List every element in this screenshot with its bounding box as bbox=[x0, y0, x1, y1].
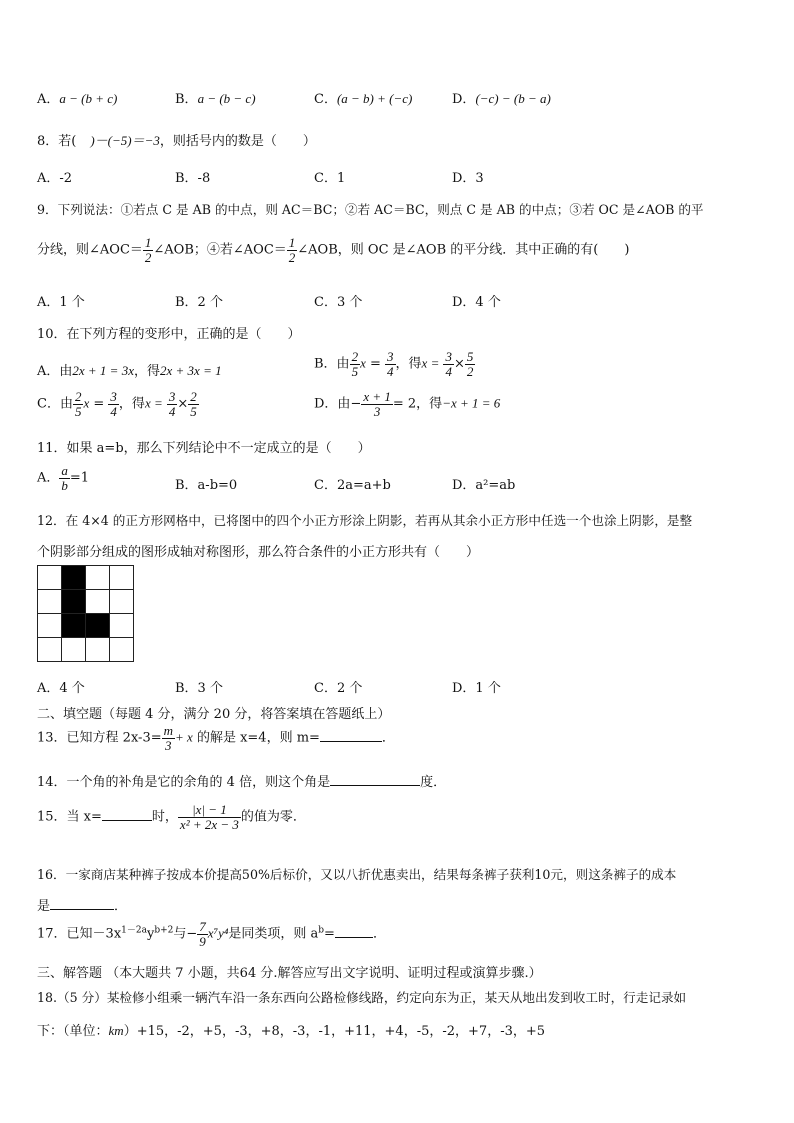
q9-option-d: D．4 个 bbox=[452, 295, 501, 310]
q7-option-a-expr: a − (b + c) bbox=[59, 91, 118, 106]
q10-d-frac-num: x + 1 bbox=[363, 389, 391, 404]
q10-c-label: C．由 bbox=[37, 396, 73, 412]
q10-c-eq: = bbox=[93, 396, 105, 412]
q14-answer-blank[interactable] bbox=[330, 784, 420, 786]
q9-half-2 bbox=[287, 236, 298, 264]
q10-c-frac2-den: 4 bbox=[110, 403, 117, 419]
q12-option-b: B．3 个 bbox=[175, 681, 223, 696]
q10-c-frac1 bbox=[73, 390, 84, 418]
q8-stem-expr: )－(−5)＝−3 bbox=[90, 133, 160, 148]
q8-option-b: B．-8 bbox=[175, 171, 211, 186]
q13-prefix: 13．已知方程 2x-3= bbox=[37, 730, 162, 746]
q10-d-minus: − bbox=[350, 396, 362, 412]
section-3-heading: 三、解答题 （本大题共 7 小题，共64 分.解答应写出文字说明、证明过程或演算步骤.） bbox=[37, 966, 542, 981]
q13-suffix: 的解是 x=4，则 m= bbox=[196, 730, 320, 746]
q13-end: ． bbox=[381, 730, 395, 746]
q11-a-frac-den: b bbox=[61, 477, 68, 493]
q10-c-frac2-num: 3 bbox=[110, 389, 117, 404]
q10-option-b bbox=[314, 350, 475, 378]
q11-a-frac-num: a bbox=[61, 463, 68, 478]
q9-option-c: C．3 个 bbox=[314, 295, 363, 310]
q7-option-a-label: A． bbox=[37, 92, 60, 107]
q17-term: x⁷y⁴ bbox=[207, 925, 229, 941]
q7-option-b-label: B． bbox=[175, 92, 198, 107]
q17-prefix: 17．已知－3x bbox=[37, 926, 122, 942]
q10-d-frac-den: 3 bbox=[361, 404, 393, 419]
q10-b-frac4-den: 2 bbox=[466, 363, 474, 379]
q17-suffix: 是同类项，则 a bbox=[228, 926, 319, 942]
q16-line2-text: 是 bbox=[37, 899, 51, 914]
q10-b-frac4-num: 5 bbox=[466, 349, 474, 364]
q10-d-mid: = 2，得 bbox=[392, 396, 443, 412]
q12-grid-cell-shaded bbox=[62, 566, 86, 590]
q18-line2-a: 下：（单位： bbox=[37, 1024, 109, 1039]
q13-frac-num: m bbox=[163, 723, 173, 738]
q12-option-a: A．4 个 bbox=[37, 681, 85, 696]
q10-b-frac2-den: 4 bbox=[387, 363, 394, 379]
q9-stem-line2 bbox=[37, 236, 629, 264]
q15-frac-num: |x| − 1 bbox=[192, 802, 227, 817]
q11-option-d: D．a²=ab bbox=[452, 478, 516, 493]
q10-d-expr2: −x + 1 = 6 bbox=[442, 395, 501, 411]
q7-option-d-expr: (−c) − (b − a) bbox=[475, 91, 551, 106]
q10-b-times: × bbox=[453, 356, 465, 372]
q17-answer-blank[interactable] bbox=[335, 936, 373, 938]
q10-stem: 10．在下列方程的变形中，正确的是（ ） bbox=[37, 327, 301, 342]
q12-grid-row bbox=[38, 614, 134, 638]
q10-b-frac2 bbox=[385, 350, 396, 378]
q10-c-frac4-num: 2 bbox=[190, 389, 197, 404]
q14 bbox=[37, 771, 446, 790]
q9-line2-a: 分线，则∠AOC＝ bbox=[37, 242, 143, 258]
q12-stem-line1: 12．在 4×4 的正方形网格中，已将图中的四个小正方形涂上阴影，若再从其余小正方形中任选一个也涂上阴影，是整 bbox=[37, 513, 693, 528]
q7-option-b-expr: a − (b − c) bbox=[197, 91, 256, 106]
q12-grid-cell bbox=[110, 638, 134, 662]
q9-half-1-den: 2 bbox=[144, 249, 152, 265]
q17-sup1: 1－2a bbox=[121, 925, 147, 936]
q12-grid-cell bbox=[38, 638, 62, 662]
q10-a-label: A．由 bbox=[37, 364, 73, 379]
q10-b-frac2-num: 3 bbox=[387, 349, 394, 364]
q10-a-expr2: 2x + 3x = 1 bbox=[160, 363, 222, 378]
q16-answer-blank[interactable] bbox=[50, 908, 114, 910]
q15-answer-blank[interactable] bbox=[102, 819, 152, 821]
q15-frac-den: x² + 2x − 3 bbox=[179, 816, 239, 832]
q12-option-d: D．1 个 bbox=[452, 681, 501, 696]
q12-grid-cell bbox=[86, 590, 110, 614]
q14-prefix: 14．一个角的补角是它的余角的 4 倍，则这个角是 bbox=[37, 775, 331, 790]
q10-c-eqx: x = bbox=[144, 395, 163, 411]
q17-end: ． bbox=[372, 926, 386, 942]
q12-stem-line2: 个阴影部分组成的图形成轴对称图形，那么符合条件的小正方形共有（ ） bbox=[37, 545, 480, 560]
q10-b-frac3 bbox=[443, 350, 454, 378]
q12-grid-cell-shaded bbox=[62, 590, 86, 614]
q11-option-b: B．a-b=0 bbox=[175, 478, 238, 493]
q10-c-times: × bbox=[177, 396, 189, 412]
q10-c-frac4 bbox=[188, 390, 199, 418]
q10-d-frac bbox=[361, 390, 393, 418]
q9-line2-c: ∠AOB，则 OC 是∠AOB 的平分线．其中正确的有( ) bbox=[297, 242, 630, 258]
q12-grid-cell bbox=[38, 590, 62, 614]
q8-stem-suffix: ，则括号内的数是（ ） bbox=[159, 134, 316, 149]
q12-grid-cell bbox=[38, 566, 62, 590]
q9-half-1-num: 1 bbox=[144, 235, 152, 250]
q10-b-frac1-num: 2 bbox=[351, 349, 359, 364]
q8-option-d: D．3 bbox=[452, 171, 484, 186]
q10-c-frac3-num: 3 bbox=[168, 389, 176, 404]
q12-grid-cell bbox=[62, 638, 86, 662]
q10-d-label: D．由 bbox=[314, 396, 351, 412]
q7-option-a bbox=[37, 88, 117, 107]
q16-end: ． bbox=[114, 899, 128, 914]
q12-grid-cell bbox=[86, 566, 110, 590]
section-2-heading: 二、填空题（每题 4 分，满分 20 分，将答案填在答题纸上） bbox=[37, 707, 391, 722]
q17-neg: − bbox=[186, 926, 198, 942]
q17-frac-num: 7 bbox=[199, 919, 206, 934]
q12-grid-row bbox=[38, 638, 134, 662]
q12-grid-row bbox=[38, 566, 134, 590]
q8-option-a: A．-2 bbox=[37, 171, 73, 186]
q10-c-frac3-den: 4 bbox=[168, 403, 176, 419]
q10-c-frac4-den: 5 bbox=[190, 403, 197, 419]
q12-grid-cell bbox=[86, 638, 110, 662]
q12-grid bbox=[37, 565, 134, 662]
q11-a-frac bbox=[59, 464, 70, 492]
q10-b-frac3-den: 4 bbox=[445, 363, 452, 379]
q17-mid: 与 bbox=[173, 926, 187, 942]
q16-line1: 16．一家商店某种裤子按成本价提高50%后标价，又以八折优惠卖出，结果每条裤子获利10元，则这条裤子的成本 bbox=[37, 867, 677, 882]
q9-line2-b: ∠AOB；④若∠AOC＝ bbox=[153, 242, 287, 258]
q17-suffix2: = bbox=[324, 926, 335, 942]
q12-grid-cell-shaded bbox=[86, 614, 110, 638]
q15-mid: 时， bbox=[151, 809, 178, 825]
q8-option-c: C．1 bbox=[314, 171, 346, 186]
q18-line2 bbox=[37, 1020, 545, 1039]
q17-sup2: b+2 bbox=[154, 925, 174, 936]
q12-option-c: C．2 个 bbox=[314, 681, 363, 696]
q10-option-c bbox=[37, 390, 199, 418]
q9-half-2-den: 2 bbox=[288, 249, 296, 265]
q10-c-mid: ，得 bbox=[118, 396, 145, 412]
q11-option-c: C．2a=a+b bbox=[314, 478, 391, 493]
q11-a-tail: =1 bbox=[69, 470, 90, 486]
q12-grid-cell-shaded bbox=[62, 614, 86, 638]
q15-frac bbox=[178, 803, 241, 831]
q13 bbox=[37, 724, 395, 752]
q12-grid-row bbox=[38, 590, 134, 614]
q18-line2-b: ）+15，-2，+5，-3，+8，-3，-1，+11，+4，-5，-2，+7，-3，+5 bbox=[123, 1024, 546, 1039]
q17-y1: y bbox=[146, 926, 155, 942]
q10-c-frac1-num: 2 bbox=[74, 389, 82, 404]
q10-b-frac1-den: 5 bbox=[351, 363, 359, 379]
q10-c-frac1-den: 5 bbox=[74, 403, 82, 419]
q17-sup3: b bbox=[318, 925, 325, 936]
q9-half-1 bbox=[143, 236, 154, 264]
q11-option-a bbox=[37, 464, 89, 492]
q13-frac-den: 3 bbox=[162, 738, 175, 753]
q10-b-frac4 bbox=[465, 350, 476, 378]
q10-b-x: x bbox=[360, 355, 366, 371]
q14-end: 度． bbox=[420, 775, 447, 790]
q12-grid-cell bbox=[110, 566, 134, 590]
q15 bbox=[37, 803, 306, 831]
q12-grid-cell bbox=[110, 614, 134, 638]
q7-option-b bbox=[175, 88, 256, 107]
q11-a-label: A． bbox=[37, 470, 60, 486]
q10-c-frac2 bbox=[108, 390, 119, 418]
q7-option-d-label: D． bbox=[452, 92, 476, 107]
q10-b-label: B．由 bbox=[314, 356, 350, 372]
q17-frac bbox=[197, 920, 208, 948]
q10-b-frac1 bbox=[350, 350, 361, 378]
q17 bbox=[37, 920, 386, 948]
q7-option-c bbox=[314, 88, 412, 107]
q8-stem-prefix: 8．若( bbox=[37, 134, 77, 149]
q10-b-eq: = bbox=[369, 356, 381, 372]
q9-option-b: B．2 个 bbox=[175, 295, 223, 310]
q7-option-d bbox=[452, 88, 551, 107]
q18-unit: km bbox=[108, 1023, 124, 1038]
q13-mid: + x bbox=[175, 729, 193, 745]
q10-option-a bbox=[37, 360, 222, 379]
q10-b-eqx: x = bbox=[421, 355, 440, 371]
q10-c-x: x bbox=[83, 395, 90, 411]
q17-frac-den: 9 bbox=[199, 933, 206, 949]
q12-grid-cell bbox=[38, 614, 62, 638]
q11-stem: 11．如果 a=b，那么下列结论中不一定成立的是（ ） bbox=[37, 441, 371, 456]
q10-b-mid: ，得 bbox=[395, 356, 422, 372]
q9-option-a: A．1 个 bbox=[37, 295, 85, 310]
q9-stem-line1: 9．下列说法：①若点 C 是 AB 的中点，则 AC＝BC；②若 AC＝BC，则点 C 是 AB 的中点；③若 OC 是∠AOB 的平 bbox=[37, 202, 704, 217]
q8-stem bbox=[37, 130, 316, 149]
q10-a-expr1: 2x + 1 = 3x bbox=[72, 363, 134, 378]
q16-line2 bbox=[37, 895, 127, 914]
q9-half-2-num: 1 bbox=[288, 235, 296, 250]
q7-option-c-label: C． bbox=[314, 92, 337, 107]
q13-answer-blank[interactable] bbox=[320, 740, 382, 742]
q10-option-d bbox=[314, 390, 500, 418]
q10-b-frac3-num: 3 bbox=[445, 349, 452, 364]
q15-suffix: 的值为零． bbox=[240, 809, 306, 825]
q15-prefix: 15．当 x= bbox=[37, 809, 102, 825]
q7-option-c-expr: (a − b) + (−c) bbox=[336, 91, 413, 106]
q18-line1: 18.（5 分）某检修小组乘一辆汽车沿一条东西向公路检修线路，约定向东为正，某天从地出发到收工时，行走记录如 bbox=[37, 990, 687, 1005]
q10-c-frac3 bbox=[167, 390, 178, 418]
q13-frac bbox=[162, 724, 175, 752]
q12-grid-cell bbox=[110, 590, 134, 614]
q10-a-mid: ，得 bbox=[133, 364, 160, 379]
